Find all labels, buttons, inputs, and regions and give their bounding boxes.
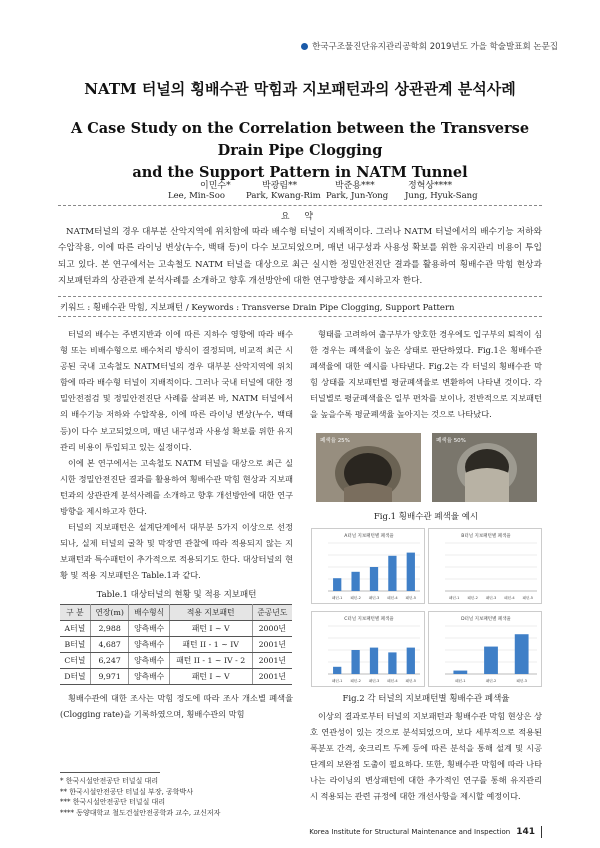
chart-bar: [351, 572, 359, 591]
x-tick-label: 패턴-3: [368, 679, 380, 683]
title-korean: NATM 터널의 횡배수관 막힘과 지보패턴과의 상관관계 분석사례: [84, 80, 516, 98]
chart-title: D터널 지보패턴별 폐색율: [461, 617, 511, 622]
author-1-en: Lee, Min-Soo: [168, 191, 225, 201]
table-row: [60, 637, 292, 653]
table-cell: 양측배수: [129, 637, 169, 653]
x-tick-label: 패턴-3: [368, 596, 380, 600]
page-footer: [309, 826, 542, 838]
chart-bar: [407, 553, 415, 591]
paragraph: 형태를 고려하여 출구부가 양호한 경우에도 입구부의 퇴적이 심한 경우는 폐색율이 높은 상태로 판단하였다. Fig.1은 횡배수관 폐색율에 대한 예시를 나타낸다. Fig.2는 각 터널의 횡배수관 막힘 상태를 지보패턴별 평균폐색율로 변환하여 나타낸 것이다. 각 터널별로 평균폐색율은 일부 편차를 보이나, 전반적으로 지보패턴을 높을수록 평균폐색율 높아지는 것으로 나타났다.: [310, 329, 542, 420]
divider-mid: [58, 296, 542, 297]
paragraph: 횡배수관에 대한 조사는 막힘 정도에 따라 조사 개소별 폐색율(Clogging rate)을 기록하였으며, 횡배수관의 막힘: [60, 693, 293, 720]
table-header: 구 분: [60, 605, 90, 621]
chart-c-panel: [311, 611, 425, 687]
chart-d-panel: [428, 611, 542, 687]
title-english-line1: A Case Study on the Correlation between the Transverse Drain Pipe Clogging: [70, 120, 530, 159]
x-tick-label: 패턴-2: [350, 679, 361, 683]
author-1-ko: 이민수*: [200, 181, 231, 191]
table-cell: 양측배수: [129, 669, 169, 685]
footnote-rule: [60, 772, 160, 773]
x-tick-label: 패턴-3: [516, 679, 527, 683]
table-cell: 양측배수: [129, 653, 169, 669]
x-tick-label: 패턴-5: [405, 679, 417, 683]
footnote: ** 한국시설안전공단 터널실 부장, 공학박사: [60, 787, 194, 796]
body-column-right-end: [310, 708, 542, 805]
author-2-en: Park, Kwang-Rim: [246, 191, 321, 201]
table-cell: B터널: [60, 637, 90, 653]
footnote: **** 동양대학교 철도건설안전공학과 교수, 교신저자: [60, 808, 221, 817]
table-cell: 패턴 II - 1 ~ IV: [169, 637, 252, 653]
chart-bar: [333, 578, 341, 591]
x-tick-label: 패턴-2: [467, 596, 478, 600]
author-2-ko: 박광림**: [262, 181, 298, 191]
photo-label: 폐색율 25%: [320, 438, 350, 444]
header-text: 한국구조물진단유지관리공학회 2019년도 가을 학술발표회 논문집: [312, 42, 558, 52]
table-caption: Table.1 대상터널의 현황 및 적용 지보패턴: [96, 590, 257, 600]
divider-top: [58, 205, 542, 206]
body-column-right: [310, 326, 542, 423]
paragraph: 터널의 지보패턴은 설계단계에서 대부분 5가지 이상으로 선정되나, 실제 터널의 굴착 및 막장면 관찰에 따라 적용되지 않는 지보패턴과 특수패턴이 추가적으로 적용되기도 한다. 대상터널의 현황 및 적용 지보패턴은 Table.1과 같다.: [60, 522, 293, 581]
photo-label: 폐색율 50%: [436, 438, 466, 444]
drain-pipe-photo-b: [432, 433, 537, 502]
figure-2-caption: Fig.2 각 터널의 지보패턴별 횡배수관 폐색율: [342, 694, 510, 704]
chart-title: C터널 지보패턴별 폐색율: [344, 617, 394, 622]
author-3-ko: 박준용***: [335, 181, 375, 191]
table-cell: 패턴 I ~ V: [169, 669, 252, 685]
chart-d: [429, 612, 543, 688]
body-column-left: [60, 326, 293, 584]
table-cell: A터널: [60, 621, 90, 637]
chart-bar: [453, 671, 467, 674]
chart-title: B터널 지보패턴별 폐색율: [461, 534, 511, 539]
table-1: [60, 604, 292, 685]
author-4-ko: 정혁상****: [408, 181, 453, 191]
table-cell: 2001년: [252, 669, 292, 685]
paragraph: 터널의 배수는 주변지반과 이에 따른 지하수 영향에 따라 배수형 또는 비배수형으로 배수처리 방식이 결정되며, 비교적 최근 시공된 국내 고속철도 NATM터널의 경우 대부분 산악지역에 위치함에 따라 배수형 터널이 지배적이다. 그러나 국내 터널에 대한 정밀안전점검 및 정밀안전진단 사례를 살펴본 바, NATM 터널에서의 배수기능 저하와 수압작용, 이에 따른 라이닝 변상(누수, 백태 등)이 다수 보고되었으며, 매년 내구성과 사용성 확보를 위한 유지관리 비용이 투입되고 있는 실정이다.: [60, 329, 293, 452]
table-row: [60, 621, 292, 637]
chart-a: [312, 529, 426, 605]
table-header: 준공년도: [252, 605, 292, 621]
running-header: [301, 40, 558, 52]
footer-divider: [541, 826, 542, 838]
paragraph: 이상의 결과로부터 터널의 지보패턴과 횡배수관 막힘 현상은 상호 연관성이 있는 것으로 분석되었으며, 보다 세부적으로 적용된 폭분포 간격, 숏크리트 두께 등에 따른 분석을 통해 설계 및 시공단계의 보완점 도출이 필요하다. 또한, 횡배수관 막힘에 따라 나타나는 라이닝의 변상패턴에 대한 추가적인 연구를 통해 유지관리 시 적용되는 관련 규정에 대한 개선사항을 제시할 예정이다.: [310, 711, 542, 802]
page-number: 141: [516, 827, 535, 837]
chart-a-panel: [311, 528, 425, 604]
title-english-line2: and the Support Pattern in NATM Tunnel: [132, 164, 468, 181]
table-cell: 9,971: [90, 669, 129, 685]
figure-1-caption: Fig.1 횡배수관 폐색율 예시: [373, 512, 479, 522]
keywords: 키워드 : 횡배수관 막힘, 지보패턴 / Keywords : Transverse Drain Pipe Clogging, Support Pattern: [60, 303, 455, 313]
x-tick-label: 패턴-5: [405, 596, 417, 600]
x-tick-label: 패턴-1: [331, 679, 343, 683]
table-header: 배수형식: [129, 605, 169, 621]
table-row: [60, 669, 292, 685]
divider-bottom: [58, 316, 542, 317]
chart-bar: [351, 650, 359, 674]
chart-bar: [370, 648, 378, 674]
table-cell: 2000년: [252, 621, 292, 637]
drain-pipe-photo-a: [316, 433, 421, 502]
chart-title: A터널 지보패턴별 폐색율: [344, 534, 394, 539]
table-cell: 4,687: [90, 637, 129, 653]
author-3-en: Park, Jun-Yong: [326, 191, 389, 201]
chart-bar: [484, 647, 498, 674]
x-tick-label: 패턴-1: [455, 679, 466, 683]
abstract-text: NATM터널의 경우 대부분 산악지역에 위치함에 따라 배수형 터널이 지배적이다. 그러나 NATM 터널에서의 배수기능 저하와 수압작용, 이에 따른 라이닝 변상(누수, 백태 등)이 다수 보고되었으며, 매년 내구성과 사용성 확보를 위한 유지관리 비용이 투입되고 있다. 본 연구에서는 고속철도 NATM 터널을 대상으로 최근 실시한 정밀안전진단 결과를 활용하여 횡배수관 막힘 현상과 지보패턴과의 상관관계 분석사례를 소개하고 향후 개선방안에 대한 연구방향을 제시하고자 한다.: [58, 227, 542, 286]
table-cell: C터널: [60, 653, 90, 669]
footnote: * 한국시설안전공단 터널실 대리: [60, 777, 159, 785]
bullet-icon: [301, 43, 308, 50]
x-tick-label: 패턴-4: [387, 679, 398, 683]
footnotes: [60, 776, 300, 818]
table-cell: 패턴 II - 1 ~ IV - 2: [169, 653, 252, 669]
chart-c: [312, 612, 426, 688]
chart-bar: [388, 556, 396, 591]
chart-bar: [388, 652, 396, 674]
chart-bar: [333, 667, 341, 674]
footnote: *** 한국시설안전공단 터널실 대리: [60, 798, 166, 806]
x-tick-label: 패턴-4: [387, 596, 398, 600]
body-column-left-end: [60, 690, 293, 722]
table-cell: 2001년: [252, 653, 292, 669]
chart-b-panel: [428, 528, 542, 604]
abstract-heading: 요 약: [280, 212, 320, 222]
table-row: [60, 653, 292, 669]
x-tick-label: 패턴-2: [485, 679, 497, 683]
chart-b: [429, 529, 543, 605]
table-cell: 양측배수: [129, 621, 169, 637]
author-4-en: Jung, Hyuk-Sang: [405, 191, 478, 201]
x-tick-label: 패턴-1: [448, 596, 460, 600]
table-cell: 2001년: [252, 637, 292, 653]
x-tick-label: 패턴-3: [485, 596, 497, 600]
x-tick-label: 패턴-2: [350, 596, 361, 600]
table-header: 적용 지보패턴: [169, 605, 252, 621]
table-header: 연장(m): [90, 605, 129, 621]
x-tick-label: 패턴-4: [504, 596, 515, 600]
chart-bar: [407, 648, 415, 674]
chart-bar: [515, 634, 529, 674]
chart-bar: [370, 567, 378, 591]
table-cell: 2,988: [90, 621, 129, 637]
table-cell: D터널: [60, 669, 90, 685]
footer-text: Korea Institute for Structural Maintenance and Inspection: [309, 828, 511, 836]
x-tick-label: 패턴-1: [331, 596, 343, 600]
x-tick-label: 패턴-5: [522, 596, 534, 600]
paragraph: 이에 본 연구에서는 고속철도 NATM 터널을 대상으로 최근 실시한 정밀안전진단 결과를 활용하여 횡배수관 막힘 현상과 지보패턴과의 상관관계 분석사례를 소개하고 향후 개선방안에 대한 연구방향을 제시하고자 한다.: [60, 457, 293, 517]
table-cell: 6,247: [90, 653, 129, 669]
table-cell: 패턴 I ~ V: [169, 621, 252, 637]
title-english: [60, 118, 540, 184]
